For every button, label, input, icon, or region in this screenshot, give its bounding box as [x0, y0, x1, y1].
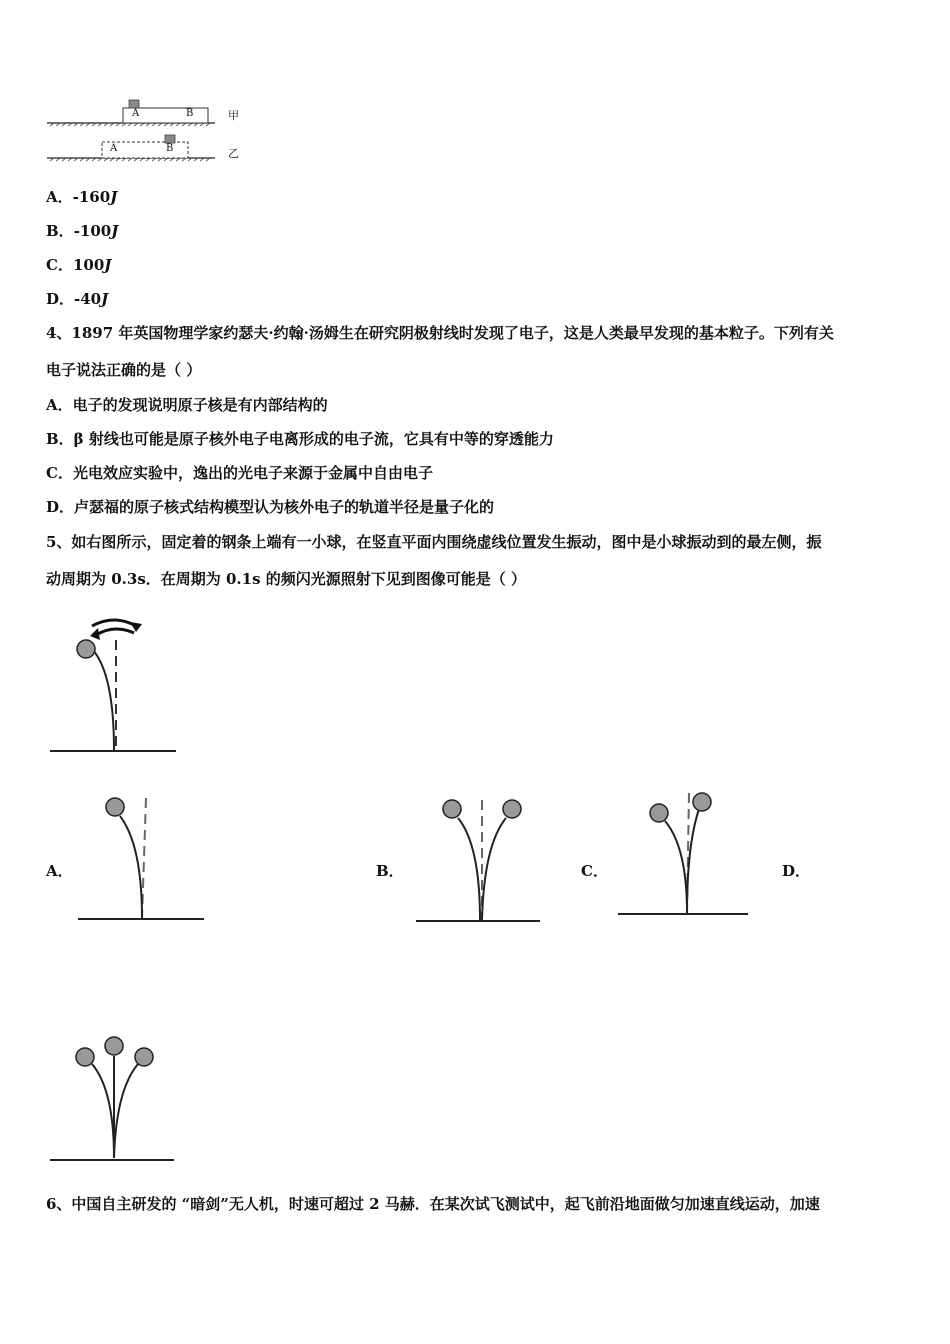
q3-option-c[interactable]: C．100J [46, 256, 112, 274]
q5-option-d-figure [40, 1030, 190, 1165]
q5-option-a-figure [70, 790, 210, 925]
q5-stem-line1: 5、如右图所示，固定着的钢条上端有一小球，在竖直平面内围绕虚线位置发生振动，图中是小球振动到的最左侧，振 [46, 533, 822, 551]
q3-option-b[interactable]: B．-100J [46, 222, 119, 240]
label-yi: 乙 [228, 147, 239, 160]
q4-option-c[interactable]: C．光电效应实验中，逸出的光电子来源于金属中自由电子 [46, 464, 433, 482]
block-figure [0, 0, 950, 170]
q5-label-a[interactable]: A． [46, 862, 73, 880]
block-a-label: A [132, 108, 140, 119]
label-jia: 甲 [228, 109, 239, 122]
q5-label-c[interactable]: C． [581, 862, 608, 880]
q5-stem-line2: 动周期为 0.3s．在周期为 0.1s 的频闪光源照射下见到图像可能是（ ） [46, 570, 526, 588]
q5-label-b[interactable]: B． [376, 862, 404, 880]
block-b-label-yi: B [166, 143, 174, 154]
q6-stem-line1: 6、中国自主研发的 “暗剑”无人机，时速可超过 2 马赫．在某次试飞测试中，起飞前沿地面做匀加速直线运动，加速 [46, 1195, 820, 1213]
q5-option-c-figure [615, 785, 755, 920]
q5-main-figure [0, 600, 200, 760]
q5-option-b-figure [410, 790, 550, 925]
block-b-label: B [186, 108, 194, 119]
block-a-label-yi: A [110, 143, 118, 154]
q3-option-d[interactable]: D．-40J [46, 290, 109, 308]
q4-stem-line2: 电子说法正确的是（ ） [46, 361, 202, 379]
q4-stem-line1: 4、1897 年英国物理学家约瑟夫·约翰·汤姆生在研究阴极射线时发现了电子，这是人类最早发现的基本粒子。下列有关 [46, 324, 834, 342]
q4-option-b[interactable]: B．β 射线也可能是原子核外电子电离形成的电子流，它具有中等的穿透能力 [46, 430, 554, 448]
q3-option-a[interactable]: A．-160J [46, 188, 118, 206]
q5-label-d[interactable]: D． [782, 862, 811, 880]
q4-option-a[interactable]: A．电子的发现说明原子核是有内部结构的 [46, 396, 328, 414]
q4-option-d[interactable]: D．卢瑟福的原子核式结构模型认为核外电子的轨道半径是量子化的 [46, 498, 495, 516]
